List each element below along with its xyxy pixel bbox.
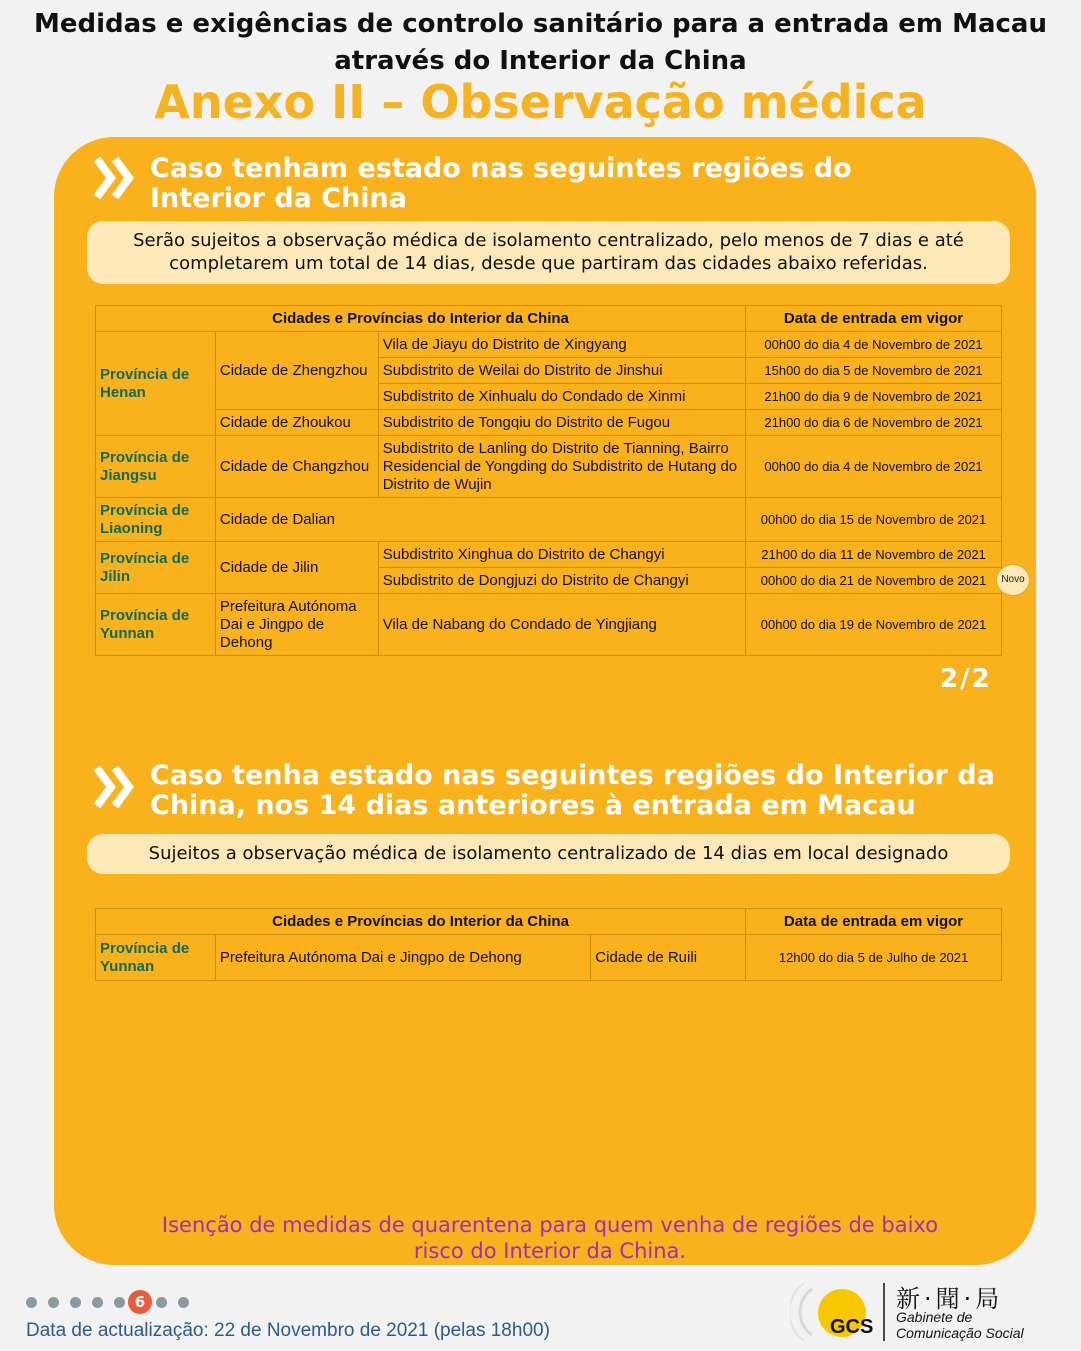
section1-notice: Serão sujeitos a observação médica de isolamento centralizado, pelo menos de 7 dias e até completarem um total de 14 dias, desde que partiram das cidades abaixo referidas.	[87, 221, 1010, 284]
city-cell: Cidade de Changzhou	[215, 436, 378, 498]
col-header-date: Data de entrada em vigor	[746, 306, 1002, 332]
district-cell: Vila de Nabang do Condado de Yingjiang	[378, 594, 745, 656]
date-cell: 00h00 do dia 4 de Novembro de 2021	[746, 436, 1002, 498]
logo-name-line1: Gabinete de	[896, 1309, 973, 1325]
prefecture-cell: Prefeitura Autónoma Dai e Jingpo de Dehong	[215, 935, 590, 981]
city-cell: Cidade de Dalian	[215, 498, 745, 542]
logo-mark-text: GCS	[830, 1316, 874, 1338]
province-cell: Província de Yunnan	[96, 935, 216, 981]
section1-heading: Caso tenham estado nas seguintes regiões do Interior da China	[150, 153, 852, 214]
col-header-regions: Cidades e Províncias do Interior da China	[96, 306, 746, 332]
gcs-logo	[790, 1275, 1070, 1345]
update-date: Data de actualização: 22 de Novembro de 2021 (pelas 18h00)	[26, 1320, 550, 1341]
city-cell: Cidade de Ruili	[591, 935, 746, 981]
district-cell: Subdistrito de Lanling do Distrito de Tianning, Bairro Residencial de Yongding do Subdistrito de Hutang do Distrito de Wujin	[378, 436, 745, 498]
date-cell: 00h00 do dia 21 de Novembro de 2021	[746, 568, 1002, 594]
date-cell: 00h00 do dia 4 de Novembro de 2021	[746, 332, 1002, 358]
date-cell: 12h00 do dia 5 de Julho de 2021	[746, 935, 1002, 981]
page-indicator: 2/2	[940, 664, 992, 694]
page-title: Medidas e exigências de controlo sanitário para a entrada em Macau através do Interior da China	[34, 9, 1047, 76]
col-header-regions: Cidades e Províncias do Interior da China	[96, 909, 746, 935]
date-cell: 21h00 do dia 9 de Novembro de 2021	[746, 384, 1002, 410]
logo-chinese-name: 新·聞·局	[896, 1285, 1004, 1313]
page-dot[interactable]	[156, 1297, 167, 1308]
district-cell: Vila de Jiayu do Distrito de Xingyang	[378, 332, 745, 358]
col-header-date: Data de entrada em vigor	[746, 909, 1002, 935]
date-cell: 21h00 do dia 11 de Novembro de 2021	[746, 542, 1002, 568]
chevron-right-icon	[93, 764, 139, 810]
district-cell: Subdistrito de Tongqiu do Distrito de Fugou	[378, 410, 745, 436]
regions-table-1	[95, 305, 1002, 656]
page-dot[interactable]	[114, 1297, 125, 1308]
date-cell: 00h00 do dia 19 de Novembro de 2021	[746, 594, 1002, 656]
page-subtitle: Anexo II – Observação médica	[154, 75, 927, 129]
page-dot[interactable]	[48, 1297, 59, 1308]
city-cell: Cidade de Jilin	[215, 542, 378, 594]
date-cell: 21h00 do dia 6 de Novembro de 2021	[746, 410, 1002, 436]
section2-heading: Caso tenha estado nas seguintes regiões do Interior da China, nos 14 dias anteriores à entrada em Macau	[150, 760, 995, 821]
date-cell: 15h00 do dia 5 de Novembro de 2021	[746, 358, 1002, 384]
province-cell: Província de Yunnan	[96, 594, 216, 656]
page-dot[interactable]	[92, 1297, 103, 1308]
exemption-note: Isenção de medidas de quarentena para quem venha de regiões de baixo risco do Interior da China.	[161, 1213, 939, 1263]
current-page-dot[interactable]: 6	[128, 1290, 152, 1314]
page-dot[interactable]	[26, 1297, 37, 1308]
city-cell: Prefeitura Autónoma Dai e Jingpo de Dehong	[215, 594, 378, 656]
logo-name-line2: Comunicação Social	[896, 1325, 1024, 1341]
page-dot[interactable]	[70, 1297, 81, 1308]
date-cell: 00h00 do dia 15 de Novembro de 2021	[746, 498, 1002, 542]
province-cell: Província de Jilin	[96, 542, 216, 594]
chevron-right-icon	[93, 155, 139, 201]
regions-table-2	[95, 908, 1002, 981]
section2-notice: Sujeitos a observação médica de isolamento centralizado de 14 dias em local designado	[87, 834, 1010, 874]
district-cell: Subdistrito de Xinhualu do Condado de Xinmi	[378, 384, 745, 410]
gcs-logo-mark-icon	[790, 1275, 885, 1345]
city-cell: Cidade de Zhoukou	[215, 410, 378, 436]
province-cell: Província de Liaoning	[96, 498, 216, 542]
district-cell: Subdistrito de Dongjuzi do Distrito de Changyi	[378, 568, 745, 594]
city-cell: Cidade de Zhengzhou	[215, 332, 378, 410]
district-cell: Subdistrito de Weilai do Distrito de Jinshui	[378, 358, 745, 384]
page-dot[interactable]	[178, 1297, 189, 1308]
logo-portuguese-name	[896, 1309, 1024, 1341]
new-badge: Novo	[996, 564, 1030, 596]
province-cell: Província de Henan	[96, 332, 216, 436]
province-cell: Província de Jiangsu	[96, 436, 216, 498]
district-cell: Subdistrito Xinghua do Distrito de Changyi	[378, 542, 745, 568]
